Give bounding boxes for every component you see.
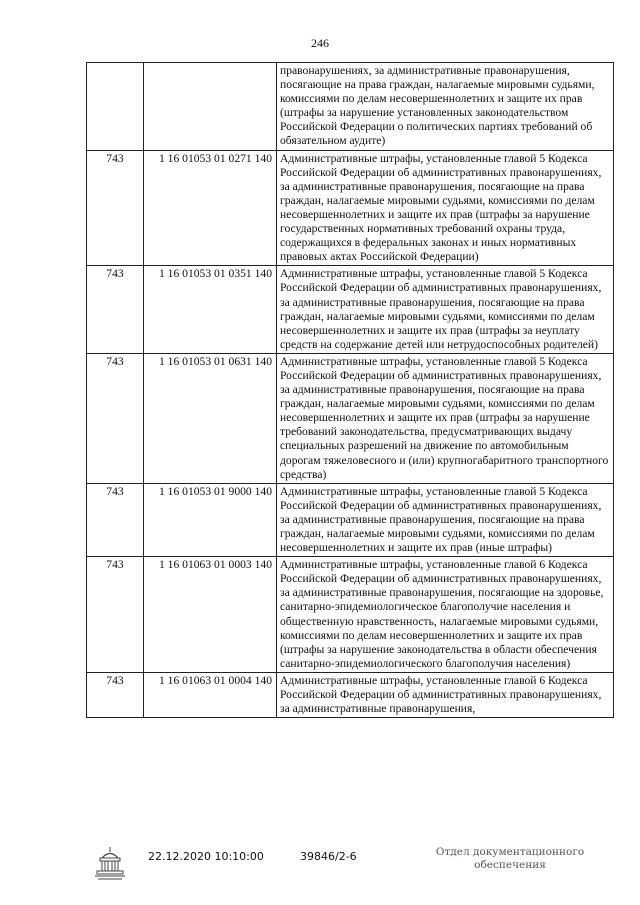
admin-code-cell: 743	[87, 483, 144, 556]
description-cell: Административные штрафы, установленные главой 5 Кодекса Российской Федерации об административных правонарушениях, за административные правонарушения, посягающие на права граждан, налагаемые мировыми судьями, комиссиями по делам несовершеннолетних и защите их прав (штрафы за неуплату средств на содержание детей или нетрудоспособных родителей)	[277, 266, 614, 354]
description-cell: Административные штрафы, установленные главой 5 Кодекса Российской Федерации об административных правонарушениях, за административные правонарушения, посягающие на права граждан, налагаемые мировыми судьями, комиссиями по делам несовершеннолетних и защите их прав (штрафы за нарушение требований законодательства, предусматривающих выдачу специальных разрешений на движение по автомобильным дорогам тяжеловесного и (или) крупногабаритного транспортного средства)	[277, 353, 614, 483]
admin-code-cell: 743	[87, 672, 144, 717]
budget-code-cell: 1 16 01053 01 0631 140	[144, 353, 277, 483]
admin-code-cell: 743	[87, 353, 144, 483]
budget-code-cell: 1 16 01063 01 0004 140	[144, 672, 277, 717]
description-cell: Административные штрафы, установленные главой 5 Кодекса Российской Федерации об административных правонарушениях, за административные правонарушения, посягающие на права граждан, налагаемые мировыми судьями, комиссиями по делам несовершеннолетних и защите их прав (иные штрафы)	[277, 483, 614, 556]
table-row	[87, 63, 614, 151]
admin-code-cell: 743	[87, 557, 144, 673]
department-stamp	[410, 846, 610, 872]
budget-code-cell	[144, 63, 277, 151]
table-row	[87, 672, 614, 717]
table-row	[87, 150, 614, 266]
stamp-line-1: Отдел документационного	[435, 846, 585, 858]
budget-code-cell: 1 16 01063 01 0003 140	[144, 557, 277, 673]
table-row	[87, 557, 614, 673]
description-cell: Административные штрафы, установленные главой 6 Кодекса Российской Федерации об административных правонарушениях, за административные правонарушения, посягающие на здоровье, санитарно-эпидемиологическое благополучие населения и общественную нравственность, налагаемые мировыми судьями, комиссиями по делам несовершеннолетних и защите их прав (штрафы за нарушение законодательства в области обеспечения санитарно-эпидемиологического благополучия населения)	[277, 557, 614, 673]
description-cell: Административные штрафы, установленные главой 5 Кодекса Российской Федерации об административных правонарушениях, за административные правонарушения, посягающие на права граждан, налагаемые мировыми судьями, комиссиями по делам несовершеннолетних и защите их прав (штрафы за нарушение государственных нормативных требований охраны труда, содержащихся в федеральных законах и иных нормативных правовых актах Российской Федерации)	[277, 150, 614, 266]
budget-code-cell: 1 16 01053 01 0271 140	[144, 150, 277, 266]
description-cell: Административные штрафы, установленные главой 6 Кодекса Российской Федерации об административных правонарушениях, за административные правонарушения,	[277, 672, 614, 717]
stamp-line-2: обеспечения	[474, 859, 546, 871]
admin-code-cell: 743	[87, 266, 144, 354]
page-number: 246	[311, 36, 329, 50]
description-cell: правонарушениях, за административные правонарушения, посягающие на права граждан, налагаемые мировыми судьями, комиссиями по делам несовершеннолетних и защите их прав (штрафы за нарушение установленных законодательством Российской Федерации о политических партиях требований об обязательном аудите)	[277, 63, 614, 151]
admin-code-cell: 743	[87, 150, 144, 266]
table-row	[87, 353, 614, 483]
table-body	[87, 63, 614, 718]
budget-codes-table	[86, 62, 614, 718]
table-row	[87, 266, 614, 354]
footer-date: 22.12.2020 10:10:00	[148, 850, 264, 863]
table-row	[87, 483, 614, 556]
budget-code-cell: 1 16 01053 01 0351 140	[144, 266, 277, 354]
budget-code-cell: 1 16 01053 01 9000 140	[144, 483, 277, 556]
duma-building-logo-icon	[92, 844, 128, 882]
footer	[92, 840, 612, 890]
admin-code-cell	[87, 63, 144, 151]
footer-document-number: 39846/2-6	[300, 850, 357, 863]
